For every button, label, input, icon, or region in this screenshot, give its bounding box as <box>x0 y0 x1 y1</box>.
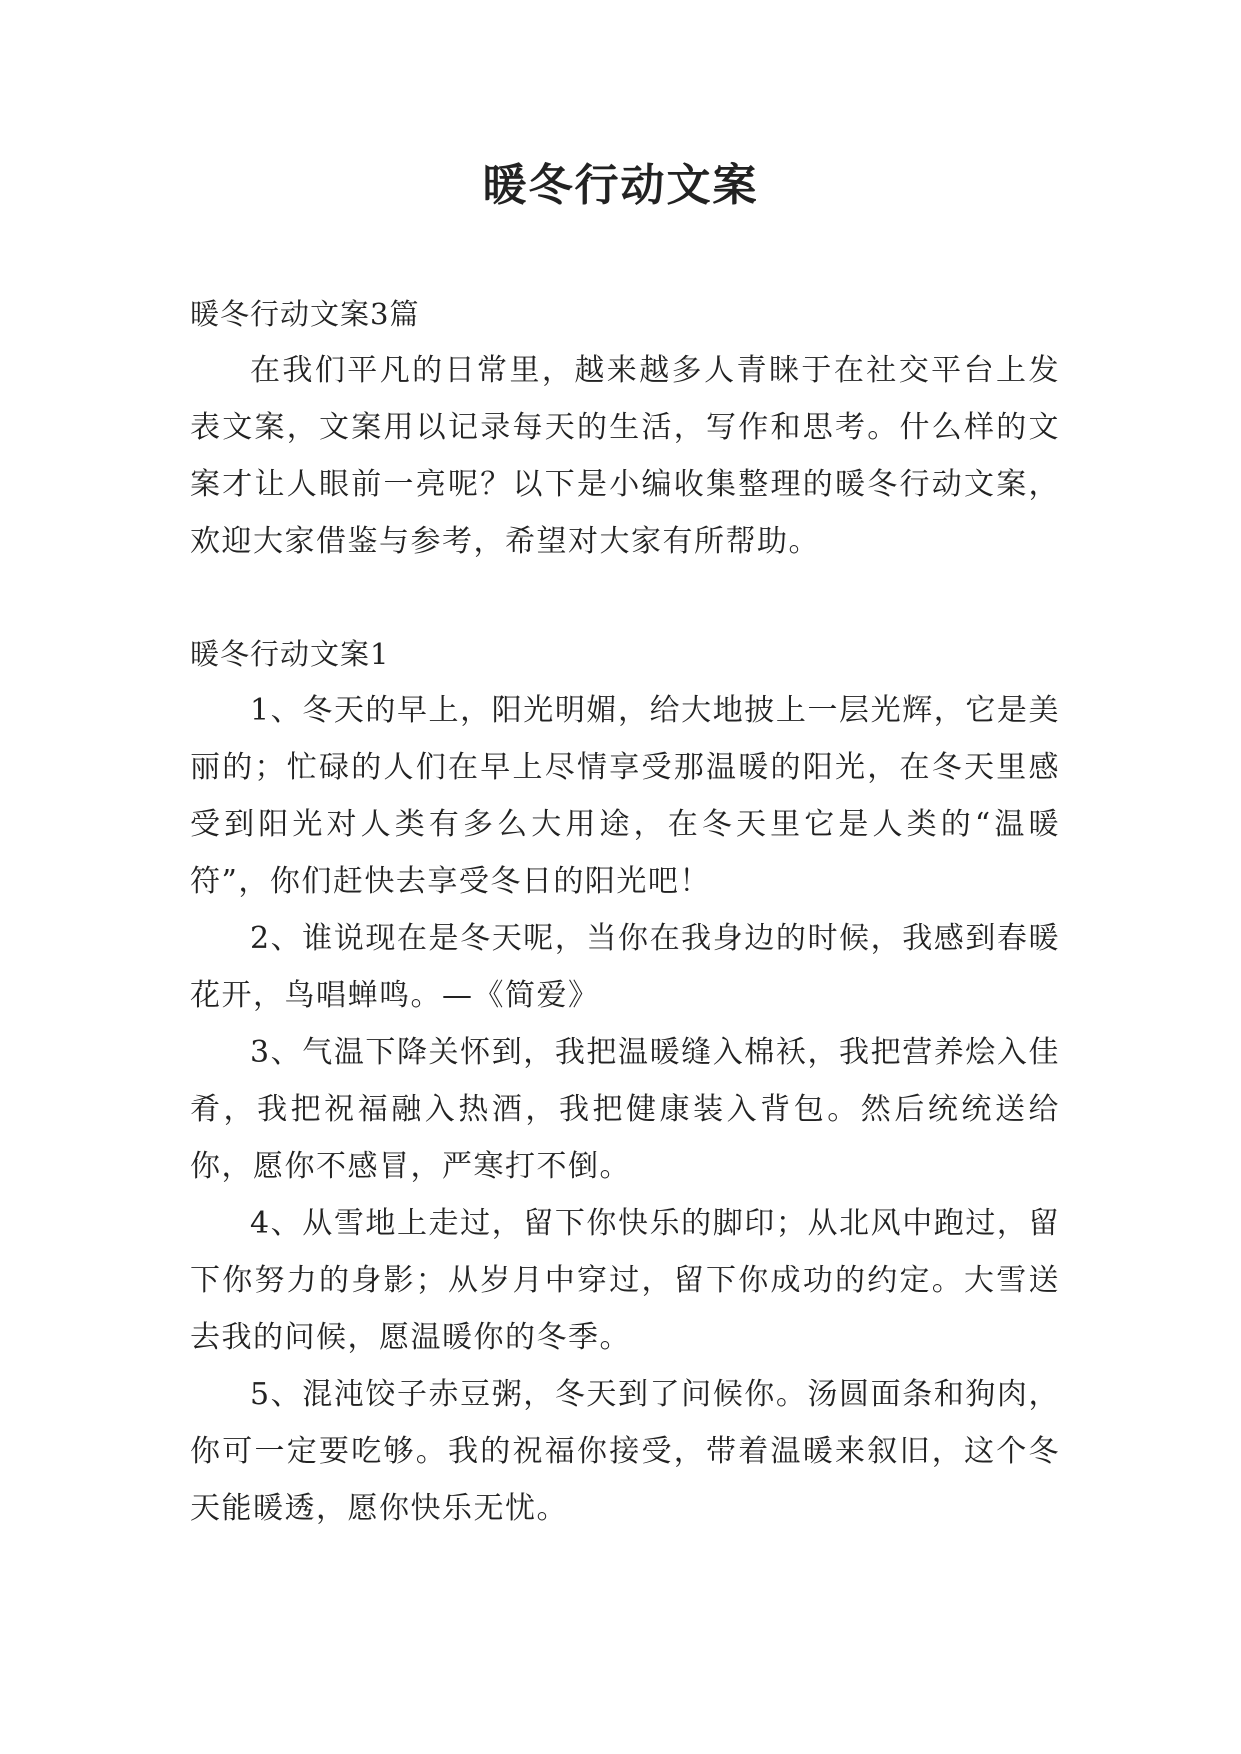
document-body <box>190 286 1060 1537</box>
list-item: 3、气温下降关怀到，我把温暖缝入棉袄，我把营养烩入佳肴，我把祝福融入热酒，我把健康装入背包。然后统统送给你，愿你不感冒，严寒打不倒。 <box>190 1035 1060 1184</box>
intro-paragraph: 在我们平凡的日常里，越来越多人青睐于在社交平台上发表文案，文案用以记录每天的生活，写作和思考。什么样的文案才让人眼前一亮呢？以下是小编收集整理的暖冬行动文案，欢迎大家借鉴与参考，希望对大家有所帮助。 <box>190 353 1060 559</box>
list-item: 5、混沌饺子赤豆粥，冬天到了问候你。汤圆面条和狗肉，你可一定要吃够。我的祝福你接受，带着温暖来叙旧，这个冬天能暖透，愿你快乐无忧。 <box>190 1377 1060 1526</box>
list-item: 4、从雪地上走过，留下你快乐的脚印；从北风中跑过，留下你努力的身影；从岁月中穿过，留下你成功的约定。大雪送去我的问候，愿温暖你的冬季。 <box>190 1206 1060 1355</box>
list-item: 1、冬天的早上，阳光明媚，给大地披上一层光辉，它是美丽的；忙碌的人们在早上尽情享受那温暖的阳光，在冬天里感受到阳光对人类有多么大用途，在冬天里它是人类的“温暖符”，你们赶快去享受冬日的阳光吧！ <box>190 693 1060 899</box>
section-spacer <box>190 570 1060 626</box>
intro-heading: 暖冬行动文案3篇 <box>190 297 420 331</box>
list-item: 2、谁说现在是冬天呢，当你在我身边的时候，我感到春暖花开，鸟唱蝉鸣。—《简爱》 <box>190 921 1060 1013</box>
page-title: 暖冬行动文案 <box>482 160 759 211</box>
section-heading: 暖冬行动文案1 <box>190 637 390 671</box>
